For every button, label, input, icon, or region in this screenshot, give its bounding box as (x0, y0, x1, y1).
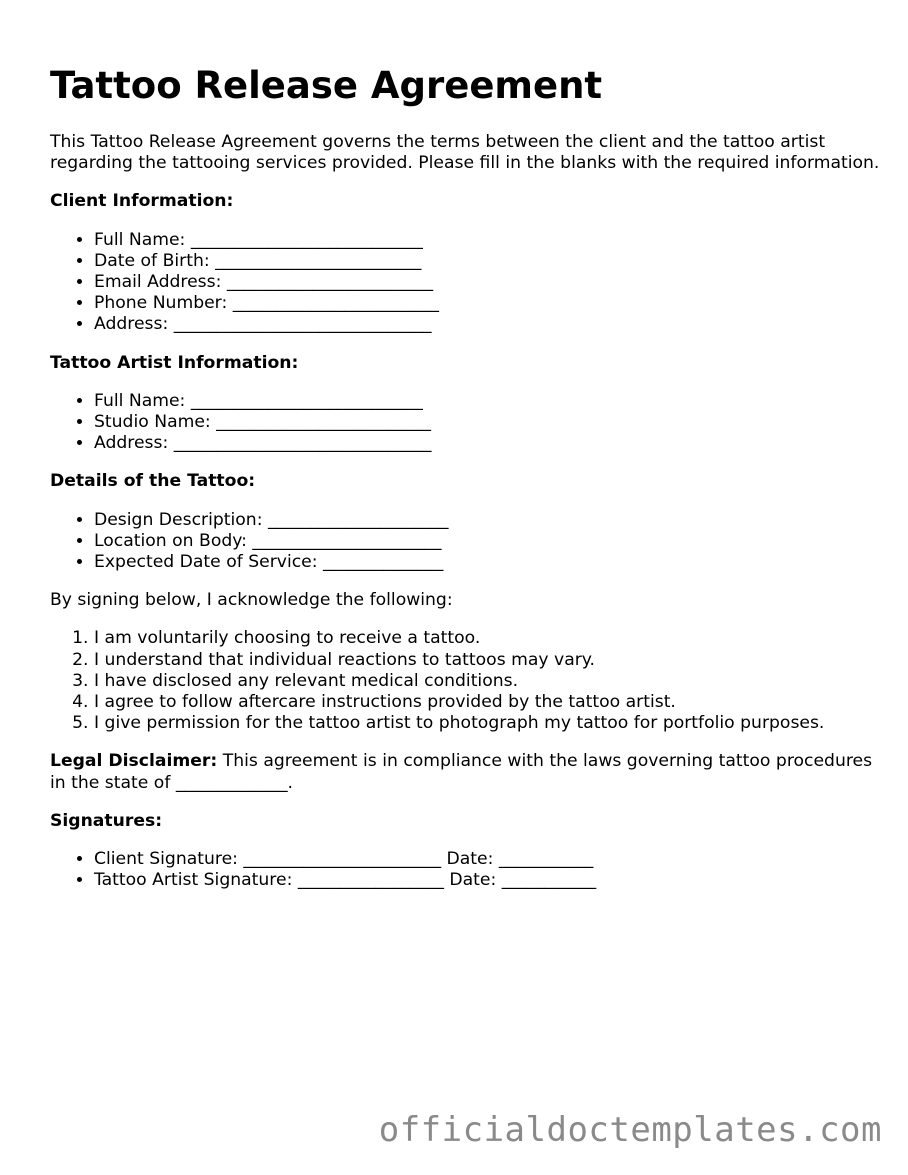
artist-full-name-field: • Full Name: ___________________________ (94, 391, 880, 412)
document-title: Tattoo Release Agreement (50, 64, 603, 107)
artist-address-field: • Address: ______________________________ (94, 433, 880, 454)
signatures-heading: Signatures: (50, 810, 163, 831)
expected-date-field: • Expected Date of Service: ______________ (94, 552, 880, 573)
design-description-field: • Design Description: _____________________ (94, 510, 880, 531)
legal-disclaimer-text: This agreement is in compliance with the laws governing tattoo procedures in the state of _____________. (50, 751, 873, 793)
document-page (50, 58, 880, 891)
artist-signature-line: • Tattoo Artist Signature: _________________ Date: ___________ (94, 870, 880, 891)
footer-watermark: officialdoctemplates.com (378, 1110, 882, 1150)
acknowledgment-intro: By signing below, I acknowledge the following: (50, 590, 453, 611)
client-date-of-birth-field: • Date of Birth: ________________________ (94, 251, 880, 272)
client-signature-line: • Client Signature: _______________________ Date: ___________ (94, 849, 880, 870)
client-email-field: • Email Address: ________________________ (94, 272, 880, 293)
legal-disclaimer (50, 751, 880, 793)
client-address-field: • Address: ______________________________ (94, 314, 880, 335)
acknowledgment-item: 3. I have disclosed any relevant medical conditions. (94, 671, 880, 692)
acknowledgment-item: 1. I am voluntarily choosing to receive a tattoo. (94, 628, 880, 649)
client-information-list (50, 230, 880, 336)
acknowledgment-item: 5. I give permission for the tattoo artist to photograph my tattoo for portfolio purposes. (94, 713, 880, 734)
legal-disclaimer-label: Legal Disclaimer: (50, 751, 218, 772)
artist-studio-name-field: • Studio Name: _________________________ (94, 412, 880, 433)
tattoo-details-list (50, 510, 880, 574)
client-information-heading: Client Information: (50, 191, 234, 212)
location-on-body-field: • Location on Body: ______________________ (94, 531, 880, 552)
intro-paragraph: This Tattoo Release Agreement governs the terms between the client and the tattoo artist regarding the tattooing services provided. Please fill in the blanks with the required information. (50, 132, 880, 174)
artist-information-list (50, 391, 880, 455)
acknowledgment-list (50, 628, 880, 734)
client-phone-field: • Phone Number: ________________________ (94, 293, 880, 314)
tattoo-details-heading: Details of the Tattoo: (50, 471, 256, 492)
artist-information-heading: Tattoo Artist Information: (50, 352, 299, 373)
acknowledgment-item: 4. I agree to follow aftercare instructions provided by the tattoo artist. (94, 692, 880, 713)
acknowledgment-item: 2. I understand that individual reactions to tattoos may vary. (94, 650, 880, 671)
client-full-name-field: • Full Name: ___________________________ (94, 230, 880, 251)
signatures-list (50, 849, 880, 891)
